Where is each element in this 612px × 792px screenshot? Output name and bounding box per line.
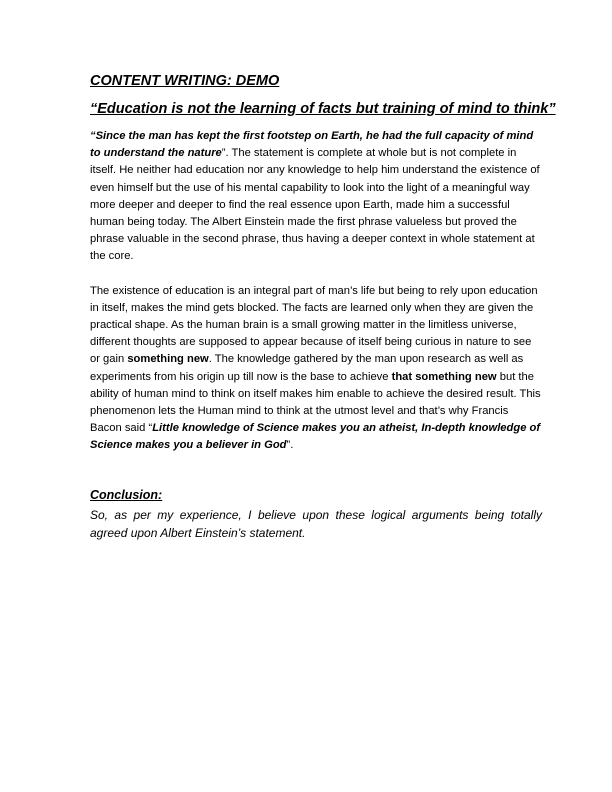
paragraph-2-part1: The existence of education is an integral part of man’s life but being to rely upon education in itself, makes the mind gets blocked. The facts are learned only when they are given the practical shape. As the human brain is a small growing matter in the limitless universe, different thoughts are supposed to appear because of itself being curious in nature to see or gain [90,284,538,366]
document-title: “Education is not the learning of facts but training of mind to think” [90,101,556,117]
paragraph-2-part2: . The knowledge gathered by the man upon research as well as experiments from his origin up till now is the base to achieve [90,353,524,383]
paragraph-1 [90,128,542,266]
paragraph-2-part3: but the ability of human mind to think on itself makes him enable to achieve the desired result. This phenomenon lets the Human mind to think at the utmost level and that’s why Francis Bacon said “ [90,370,541,435]
conclusion-heading: Conclusion: [90,487,163,502]
paragraph-1-quote: “Since the man has kept the first footstep on Earth, he had the full capacity of mind to understand the nature [90,130,534,160]
paragraph-2-quote-end: ”. [286,439,294,452]
paragraph-1-quote-end: ”. [221,147,229,160]
paragraph-2 [90,283,542,455]
paragraph-2-bold1: something new [127,353,209,366]
paragraph-1-body: The statement is complete at whole but is not complete in itself. He neither had education nor any knowledge to help him understand the existence of even himself but the use of his mental capability to look into the light of a meaningful way more deeper and deeper to find the real essence upon Earth, made him a successful human being today. The Albert Einstein made the first phrase valueless but proved the phrase valuable in the second phrase, thus having a deeper context in whole statement at the core. [90,147,540,263]
document-heading: CONTENT WRITING: DEMO [90,73,280,89]
paragraph-2-bold2: that something new [391,370,497,383]
document-content [90,72,556,543]
paragraph-2-quote: Little knowledge of Science makes you an atheist, In-depth knowledge of Science makes you a believer in God [90,422,541,452]
conclusion-body: So, as per my experience, I believe upon these logical arguments being totally agreed upon Albert Einstein’s statement. [90,507,542,541]
